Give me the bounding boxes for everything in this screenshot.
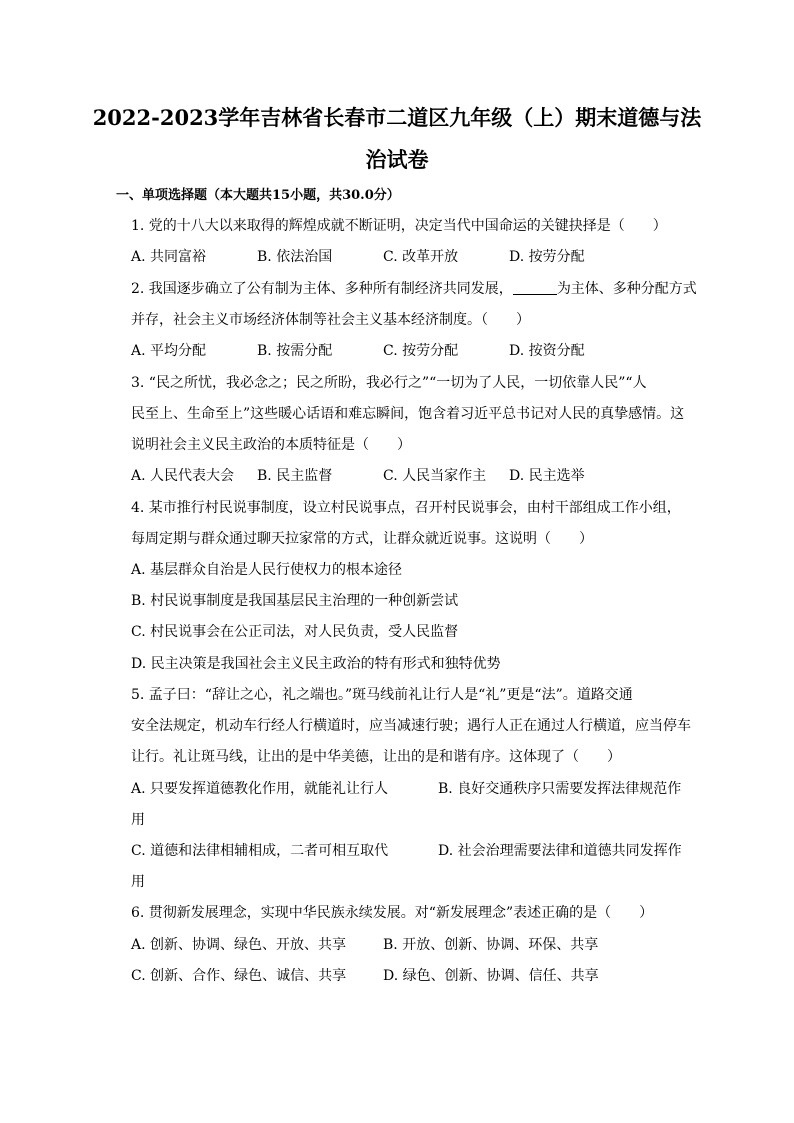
q3-option-c: C. 人民当家作主: [383, 468, 487, 484]
q5-option-b: B. 良好交通秩序只需要发挥法律规范作: [438, 781, 682, 797]
question-3-stem-line3: 说明社会主义民主政治的本质特征是（ ）: [131, 437, 411, 453]
question-1-stem: 1. 党的十八大以来取得的辉煌成就不断证明，决定当代中国命运的关键抉择是（ ）: [131, 218, 667, 234]
question-6-stem: 6. 贯彻新发展理念，实现中华民族永续发展。对“新发展理念”表述正确的是（ ）: [131, 905, 654, 921]
q1-option-a: A. 共同富裕: [131, 249, 207, 265]
q3-option-d: D. 民主选举: [509, 468, 585, 484]
q6-option-a: A. 创新、协调、绿色、开放、共享: [131, 937, 347, 953]
fill-in-blank: [513, 280, 557, 295]
question-5-stem-line3: 让行。礼让斑马线，让出的是中华美德，让出的是和谐有序。这体现了（ ）: [131, 749, 621, 765]
q2-option-b: B. 按需分配: [257, 343, 333, 359]
exam-title-line2: 治试卷: [365, 147, 429, 172]
q1-option-b: B. 依法治国: [257, 249, 333, 265]
question-5-stem-line1: 5. 孟子曰：“辞让之心，礼之端也。”斑马线前礼让行人是“礼”更是“法”。道路交通: [131, 687, 633, 703]
question-3-stem-line2: 民至上、生命至上”这些暖心话语和难忘瞬间，饱含着习近平总书记对人民的真挚感情。这: [131, 406, 685, 422]
q2-stem-pre: 2. 我国逐步确立了公有制为主体、多种所有制经济共同发展，: [131, 281, 513, 297]
q6-option-b: B. 开放、创新、协调、环保、共享: [383, 937, 599, 953]
question-4-stem-line2: 每周定期与群众通过聊天拉家常的方式，让群众就近说事。这说明（ ）: [131, 531, 593, 547]
q5-option-d-wrap: 用: [131, 874, 145, 890]
question-2-stem-line2: 并存，社会主义市场经济体制等社会主义基本经济制度。（ ）: [131, 312, 530, 328]
q4-option-c: C. 村民说事会在公正司法，对人民负责，受人民监督: [131, 624, 459, 640]
q4-option-d: D. 民主决策是我国社会主义民主政治的特有形式和独特优势: [131, 656, 501, 672]
q6-option-d: D. 绿色、创新、协调、信任、共享: [383, 968, 599, 984]
q2-option-a: A. 平均分配: [131, 343, 207, 359]
q6-option-c: C. 创新、合作、绿色、诚信、共享: [131, 968, 347, 984]
question-3-stem-line1: 3. “民之所忧，我必念之；民之所盼，我必行之”“一切为了人民，一切依靠人民”“人: [131, 375, 647, 391]
question-5-stem-line2: 安全法规定，机动车行经人行横道时，应当减速行驶；遇行人正在通过人行横道，应当停车: [131, 718, 691, 734]
question-4-stem-line1: 4. 某市推行村民说事制度，设立村民说事点，召开村民说事会，由村干部组成工作小组，: [131, 500, 681, 516]
q5-option-b-wrap: 用: [131, 812, 145, 828]
q3-option-b: B. 民主监督: [257, 468, 333, 484]
section-heading: 一、单项选择题（本大题共15小题，共30.0分）: [116, 188, 400, 203]
exam-title-line1: 2022-2023学年吉林省长春市二道区九年级（上）期末道德与法: [92, 105, 702, 130]
q5-option-a: A. 只要发挥道德教化作用，就能礼让行人: [131, 781, 389, 797]
q5-option-c: C. 道德和法律相辅相成，二者可相互取代: [131, 843, 389, 859]
q4-option-a: A. 基层群众自治是人民行使权力的根本途径: [131, 562, 403, 578]
q4-option-b: B. 村民说事制度是我国基层民主治理的一种创新尝试: [131, 593, 459, 609]
q1-option-d: D. 按劳分配: [509, 249, 585, 265]
q5-option-d: D. 社会治理需要法律和道德共同发挥作: [438, 843, 682, 859]
q2-option-d: D. 按资分配: [509, 343, 585, 359]
q2-stem-post: 为主体、多种分配方式: [556, 281, 697, 297]
q3-option-a: A. 人民代表大会: [131, 468, 235, 484]
q1-option-c: C. 改革开放: [383, 249, 459, 265]
q2-option-c: C. 按劳分配: [383, 343, 459, 359]
question-2-stem-line1: [131, 279, 701, 299]
